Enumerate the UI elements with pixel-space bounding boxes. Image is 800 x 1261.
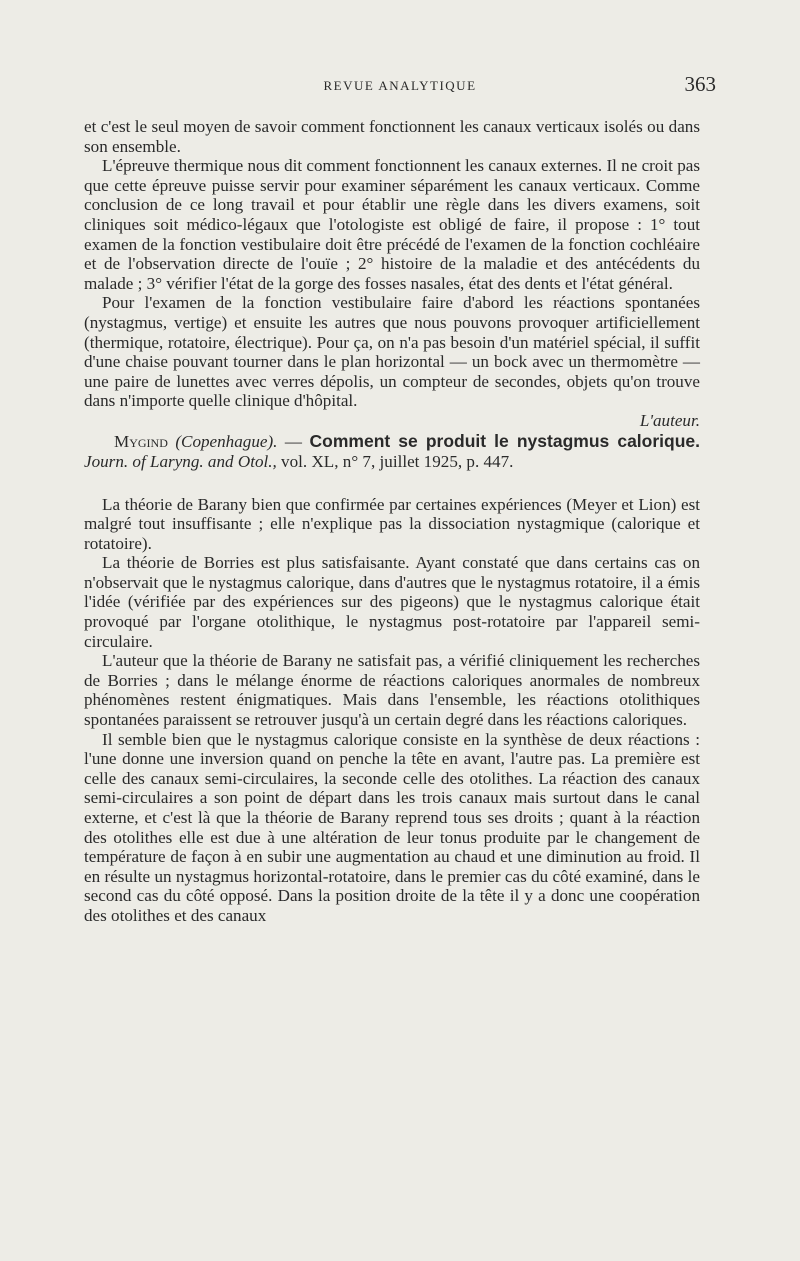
citation-dash: —	[277, 431, 310, 451]
paragraph: Pour l'examen de la fonction vestibulaire faire d'abord les réactions spontanées (nystagmus, vertige) et ensuite les autres que nous pouvons provoquer artificiellement (thermique, rotatoire, électrique). Pour ça, on n'a pas besoin d'un matériel spécial, il suffit d'une chaise pouvant tourner dans le plan horizontal — un bock avec un thermomètre — une paire de lunettes avec verres dépolis, un compteur de secondes, objets qu'on trouve dans n'importe quelle clinique d'hôpital.	[84, 293, 700, 411]
paragraph: La théorie de Barany bien que confirmée par certaines expériences (Meyer et Lion) est malgré tout insuffisante ; elle n'explique pas la dissociation nystagmique (calorique et rotatoire).	[84, 494, 700, 553]
citation-city: (Copenhague).	[175, 431, 278, 451]
author-signature: L'auteur.	[639, 410, 700, 430]
page-header	[84, 72, 716, 96]
article-citation	[84, 431, 700, 473]
page-body	[84, 117, 700, 926]
citation-details: vol. XL, n° 7, juillet 1925, p. 447.	[276, 452, 514, 471]
page-number: 363	[684, 72, 716, 96]
paragraph: Il semble bien que le nystagmus calorique consiste en la synthèse de deux réactions : l'une donne une inversion quand on penche la tête en avant, l'autre pas. La première est celle des canaux semi-circulaires, la seconde celle des otolithes. La réaction des canaux semi-circulaires a son point de départ dans les trois canaux mais surtout dans le canal externe, et c'est là que la théorie de Barany reprend tous ses droits ; quant à la réaction des otolithes elle est due à une altération de leur tonus produite par le changement de température de façon à en subir une augmentation au chaud et une diminution au froid. Il en résulte un nystagmus horizontal-rotatoire, dans le premier cas du côté examiné, dans le second cas du côté opposé. Dans la position droite de la tête il y a donc une coopération des otolithes et des canaux	[84, 729, 700, 925]
paragraph: La théorie de Borries est plus satisfaisante. Ayant constaté que dans certains cas on n'observait que le nystagmus calorique, dans d'autres que le nystagmus rotatoire, il a émis l'idée (vérifiée par des expériences sur des pigeons) que le nystagmus calorique était provoqué par l'organe otolithique, le nystagmus post-rotatoire par l'appareil semi-circulaire.	[84, 553, 700, 651]
paragraph-continued: et c'est le seul moyen de savoir comment fonctionnent les canaux verticaux isolés ou dans son ensemble.	[84, 117, 700, 156]
citation-journal: Journ. of Laryng. and Otol.,	[84, 452, 277, 471]
paragraph: L'auteur que la théorie de Barany ne satisfait pas, a vérifié cliniquement les recherches de Borries ; dans le mélange énorme de réactions caloriques anormales de nombreux phénomènes restent énigmatiques. Mais dans l'ensemble, les réactions otolithiques spontanées paraissent se retrouver jusqu'à un certain degré dans les réactions caloriques.	[84, 651, 700, 730]
running-head: REVUE ANALYTIQUE	[323, 78, 477, 93]
citation-title: Comment se produit le nystagmus calorique.	[309, 430, 700, 451]
section-gap	[84, 473, 700, 495]
citation-author: Mygind	[114, 431, 168, 451]
paragraph: L'épreuve thermique nous dit comment fonctionnent les canaux externes. Il ne croit pas que cette épreuve puisse servir pour examiner séparément les canaux verticaux. Comme conclusion de ce long travail et pour établir une règle dans les divers examens, soit cliniques soit médico-légaux que l'otologiste est obligé de faire, il propose : 1° tout examen de la fonction vestibulaire doit être précédé de l'examen de la fonction cochléaire et de l'observation directe de l'ouïe ; 2° histoire de la maladie et des antécédents du malade ; 3° vérifier l'état de la gorge des fosses nasales, état des dents et l'état général.	[84, 156, 700, 293]
